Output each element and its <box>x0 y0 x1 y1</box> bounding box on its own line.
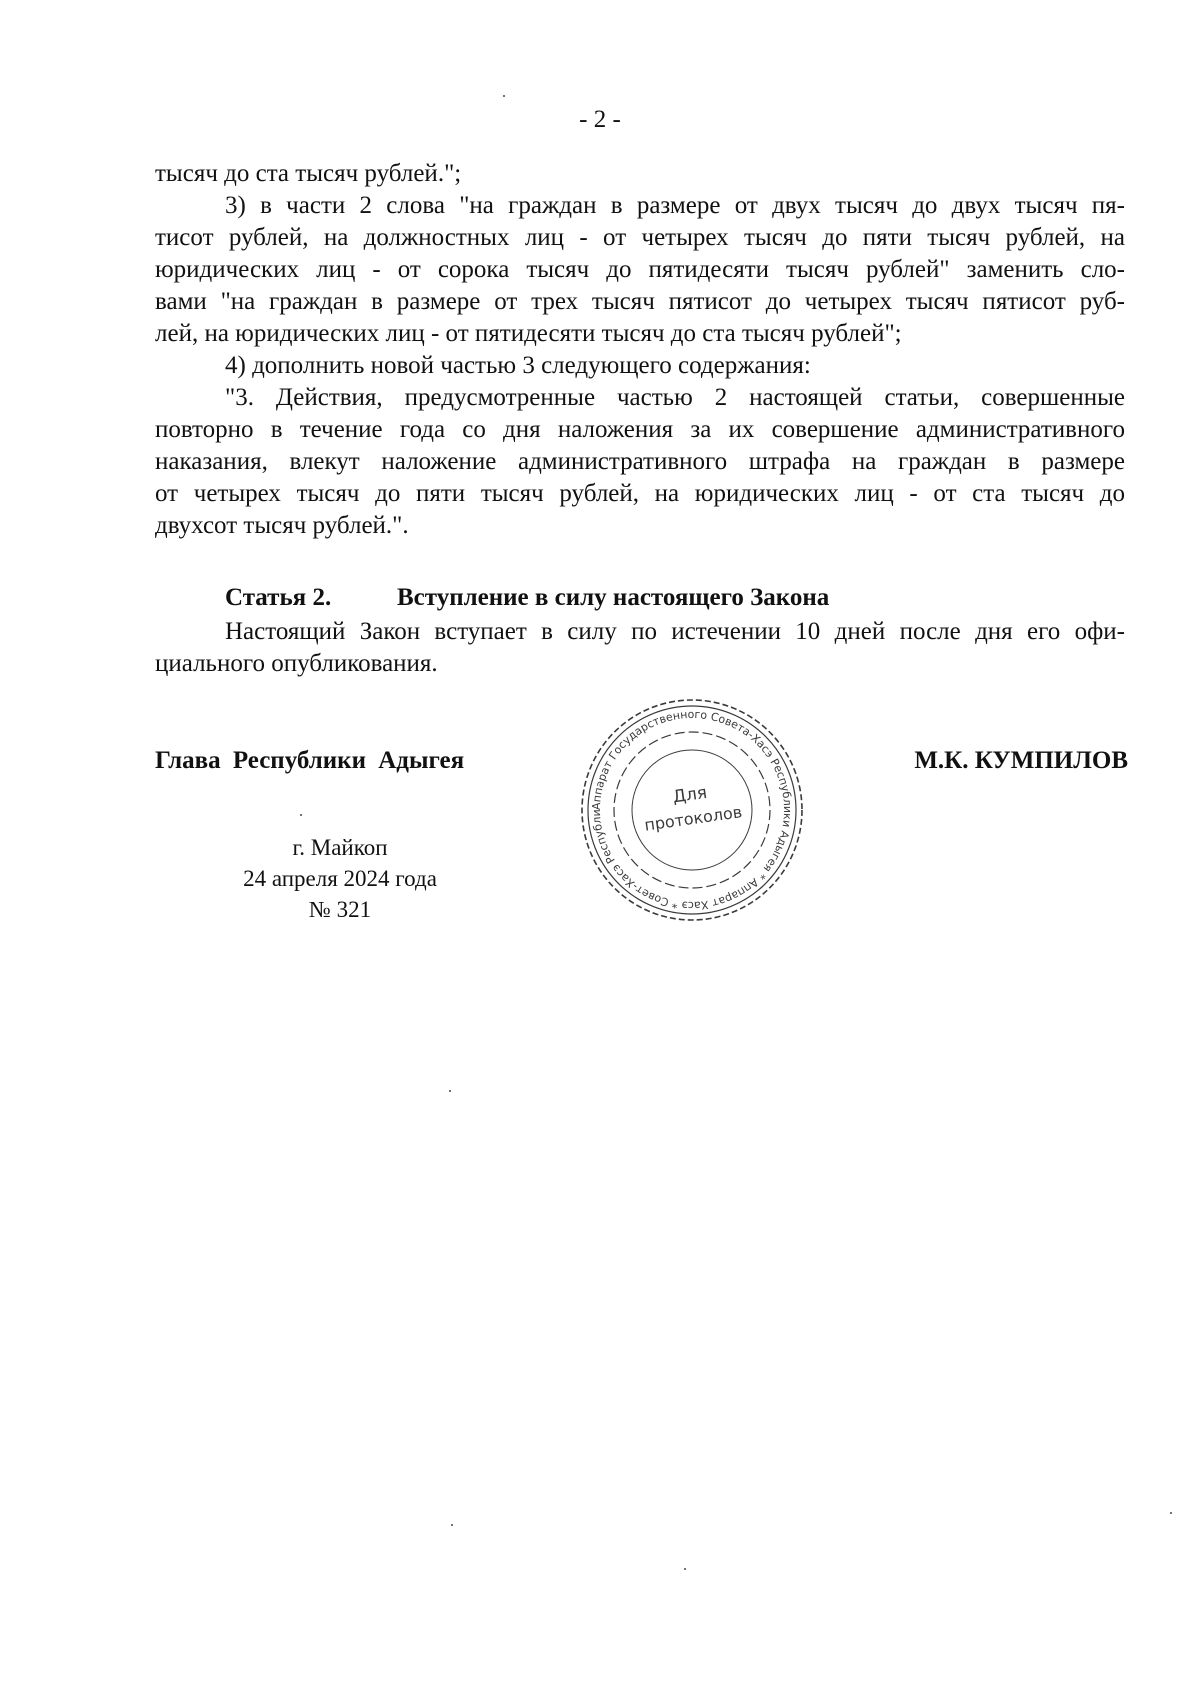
body-line: юридических лиц - от сорока тысяч до пятидесяти тысяч рублей" заменить сло- <box>155 256 1125 283</box>
scan-speck <box>684 1568 686 1570</box>
body-line: от четырех тысяч до пяти тысяч рублей, на юридических лиц - от ста тысяч до <box>155 480 1125 507</box>
city: г. Майкоп <box>292 835 388 860</box>
article-line: циального опубликования. <box>155 650 438 677</box>
body-line: 3) в части 2 слова "на граждан в размере от двух тысяч до двух тысяч пя- <box>225 192 1125 219</box>
body-line: тисот рублей, на должностных лиц - от четырех тысяч до пяти тысяч рублей, на <box>155 224 1125 251</box>
article-title: Вступление в силу настоящего Закона <box>397 584 830 611</box>
page-number: - 2 - <box>579 106 621 133</box>
date: 24 апреля 2024 года <box>243 866 437 891</box>
body-line: "3. Действия, предусмотренные частью 2 настоящей статьи, совершенные <box>225 384 1125 411</box>
scan-speck <box>449 1090 451 1092</box>
body-line: 4) дополнить новой частью 3 следующего содержания: <box>225 352 811 379</box>
stamp-seal-icon <box>578 696 806 924</box>
article-line: Настоящий Закон вступает в силу по истечении 10 дней после дня его офи- <box>225 618 1125 645</box>
stamp-ring-text: Аппарат Государственного Совета-Хасэ Республики Адыгея * Аппарат Хасэ * Совет-Хасэ Республи <box>589 707 795 913</box>
body-line: тысяч до ста тысяч рублей."; <box>155 160 462 187</box>
article-2-heading <box>225 584 829 612</box>
body-line: повторно в течение года со дня наложения за их совершение административного <box>155 416 1125 443</box>
signatory-position: Глава Республики Адыгея <box>155 747 465 774</box>
body-line: наказания, влекут наложение административного штрафа на граждан в размере <box>155 448 1125 475</box>
scan-speck <box>451 1524 453 1526</box>
signatory-name: М.К. КУМПИЛОВ <box>914 747 1128 774</box>
body-line: двухсот тысяч рублей.". <box>155 512 409 539</box>
scan-speck <box>503 95 505 97</box>
body-line: вами "на граждан в размере от трех тысяч пятисот до четырех тысяч пятисот руб- <box>155 288 1125 315</box>
stamp-center-text-2: протоколов <box>643 802 744 835</box>
law-number: № 321 <box>308 897 372 922</box>
official-stamp <box>578 696 806 924</box>
place-date-block <box>200 832 480 925</box>
article-number: Статья 2. <box>225 584 332 611</box>
stamp-center-text-1: Для <box>671 782 709 808</box>
scan-speck <box>300 814 302 816</box>
body-line: лей, на юридических лиц - от пятидесяти тысяч до ста тысяч рублей"; <box>155 320 902 347</box>
scan-speck <box>1170 1512 1172 1514</box>
